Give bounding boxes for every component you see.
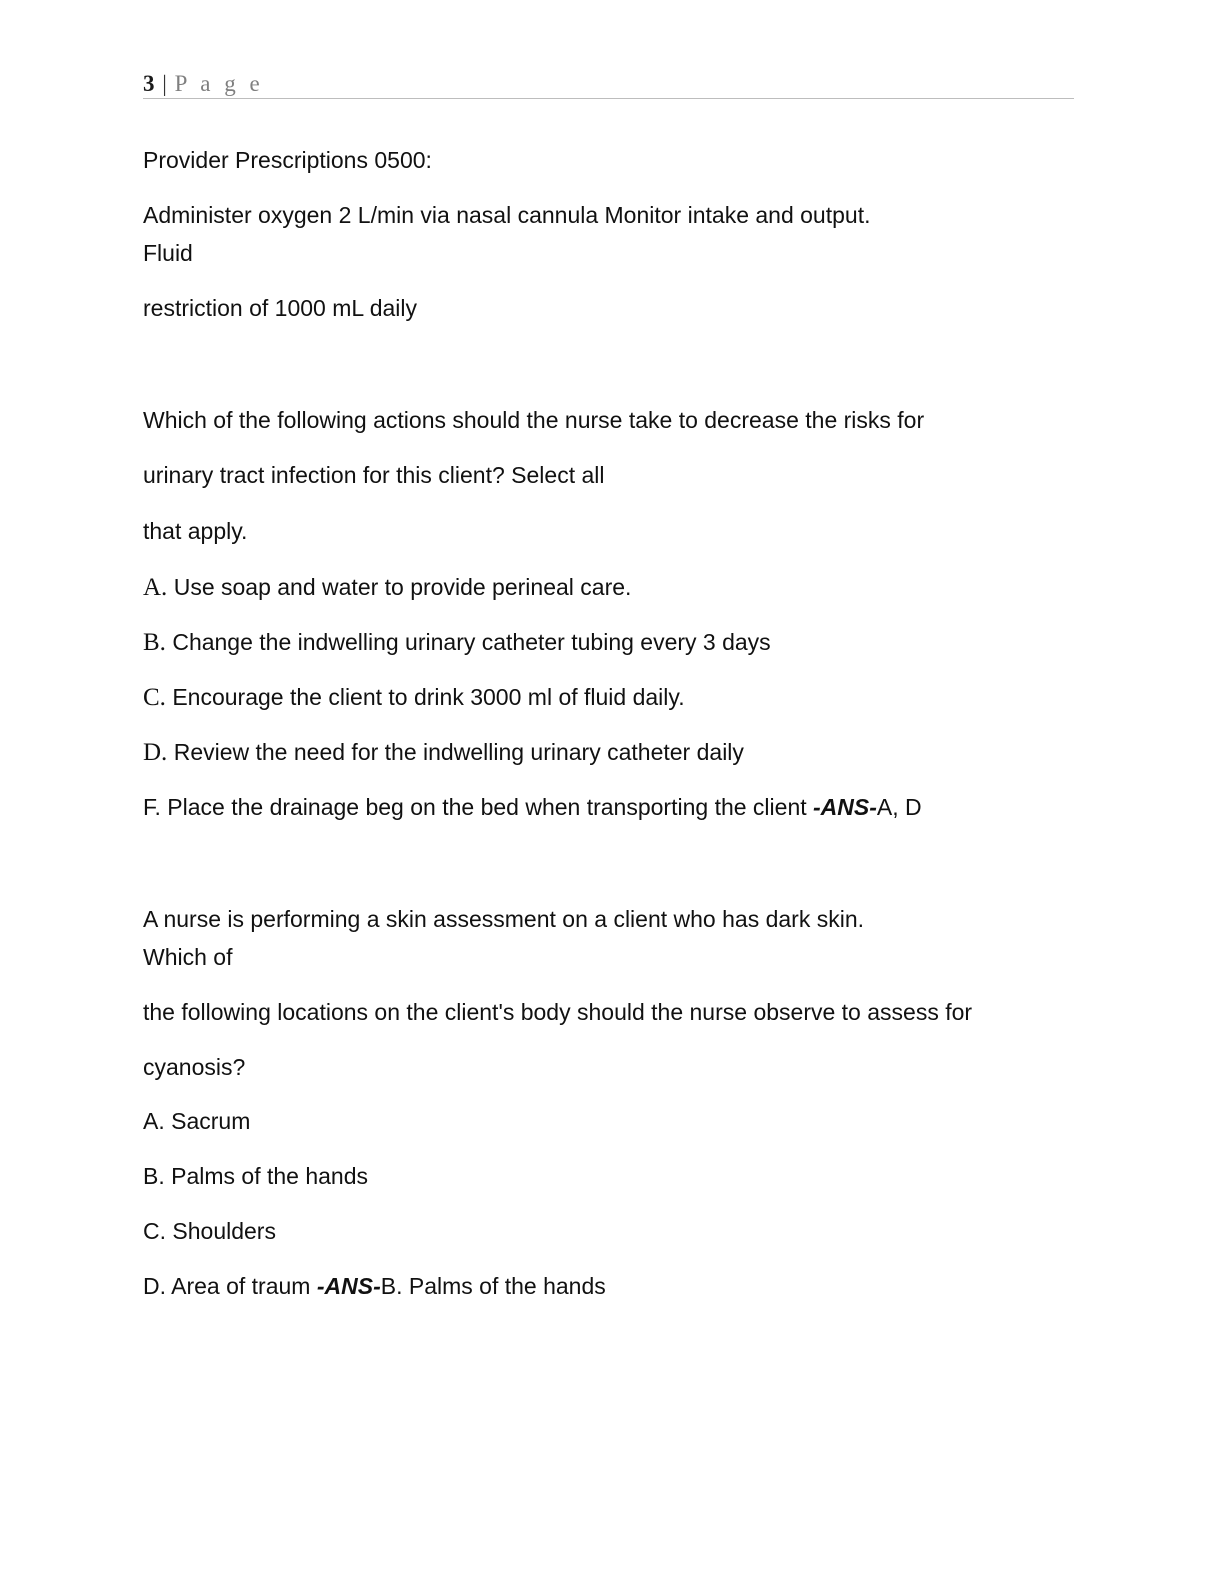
question2-option-b: B. Palms of the hands — [143, 1163, 369, 1189]
option-text: Review the need for the indwelling urinary catheter daily — [167, 739, 744, 765]
ans-label: -ANS- — [813, 794, 877, 820]
option-text: Change the indwelling urinary catheter tubing every 3 days — [165, 629, 771, 655]
question1-option-a — [143, 572, 631, 603]
page-word: P a g e — [174, 71, 264, 96]
question2-stem-line-4: cyanosis? — [143, 1054, 246, 1080]
page-number: 3 — [143, 71, 155, 96]
question1-option-f — [143, 792, 922, 822]
option-letter: B. — [143, 629, 166, 656]
page-header — [143, 70, 1074, 99]
option-letter: D. — [143, 739, 168, 766]
option-text: Encourage the client to drink 3000 ml of fluid daily. — [165, 684, 685, 710]
prescriptions-title: Provider Prescriptions 0500: — [143, 147, 432, 173]
question1-stem-line-2: urinary tract infection for this client? Select all — [143, 462, 605, 488]
question1-option-d — [143, 737, 744, 768]
prescription-line-1: Administer oxygen 2 L/min via nasal cannula Monitor intake and output. — [143, 202, 871, 228]
question2-option-a: A. Sacrum — [143, 1108, 251, 1134]
question2-stem-line-3: the following locations on the client's body should the nurse observe to assess for — [143, 999, 973, 1025]
question1-option-b — [143, 627, 771, 658]
answer-text: A, D — [876, 794, 922, 820]
ans-label: -ANS- — [316, 1273, 381, 1299]
option-text: F. Place the drainage beg on the bed when transporting the client — [143, 794, 814, 820]
question2-option-d — [143, 1271, 606, 1301]
answer-text: B. Palms of the hands — [380, 1273, 606, 1299]
question2-stem-line-2: Which of — [143, 944, 233, 970]
question1-option-c — [143, 682, 685, 713]
question2-stem-line-1: A nurse is performing a skin assessment on a client who has dark skin. — [143, 906, 865, 932]
option-letter: C. — [143, 684, 166, 711]
option-text: Use soap and water to provide perineal care. — [167, 574, 632, 600]
prescription-line-3: restriction of 1000 mL daily — [143, 295, 418, 321]
question1-stem-line-1: Which of the following actions should the nurse take to decrease the risks for — [143, 407, 925, 433]
option-letter: A. — [143, 574, 168, 601]
question1-stem-line-3: that apply. — [143, 518, 248, 544]
option-text: D. Area of traum — [143, 1273, 317, 1299]
prescription-line-2: Fluid — [143, 240, 193, 266]
question2-option-c: C. Shoulders — [143, 1218, 276, 1244]
page-separator: | — [162, 71, 167, 96]
